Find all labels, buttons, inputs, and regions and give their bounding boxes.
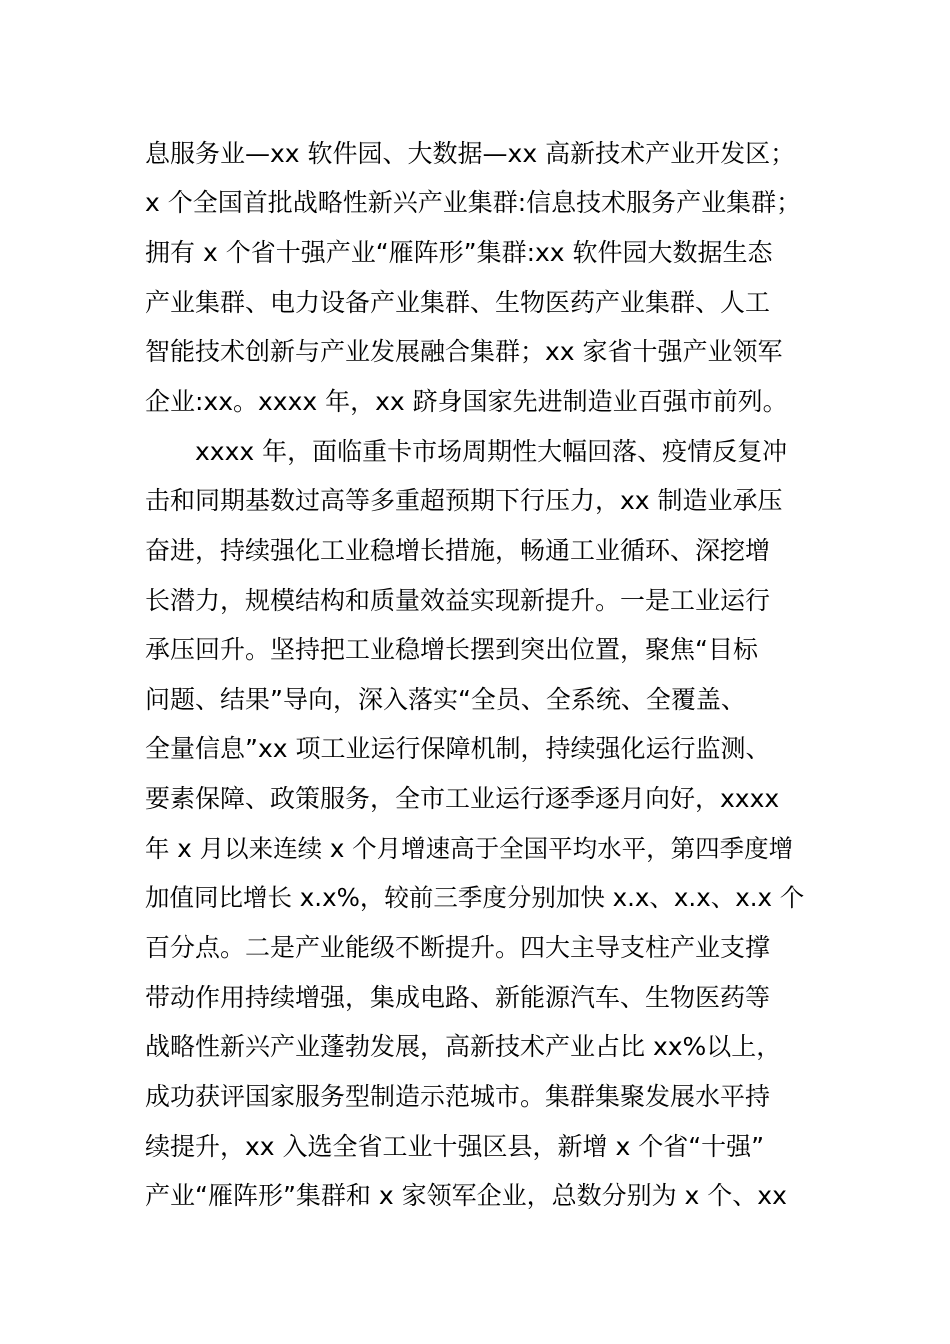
text-line: 带动作用持续增强，集成电路、新能源汽车、生物医药等 xyxy=(145,983,771,1012)
text-line: 加值同比增长 x.x%，较前三季度分别加快 x.x、x.x、x.x 个 xyxy=(145,883,805,912)
text-line: 产业“雁阵形”集群和 x 家领军企业，总数分别为 x 个、xx xyxy=(145,1181,787,1210)
text-line: 拥有 x 个省十强产业“雁阵形”集群:xx 软件园大数据生态 xyxy=(145,238,773,267)
paragraph-first-line: xxxx 年，面临重卡市场周期性大幅回落、疫情反复冲 xyxy=(195,437,788,466)
text-line: x 个全国首批战略性新兴产业集群:信息技术服务产业集群； xyxy=(145,188,802,217)
text-line: 长潜力，规模结构和质量效益实现新提升。一是工业运行 xyxy=(145,586,771,615)
text-line: 问题、结果”导向，深入落实“全员、全系统、全覆盖、 xyxy=(145,685,746,714)
text-line: 奋进，持续强化工业稳增长措施，畅通工业循环、深挖增 xyxy=(145,536,771,565)
text-line: 产业集群、电力设备产业集群、生物医药产业集群、人工 xyxy=(145,288,771,317)
text-line: 百分点。二是产业能级不断提升。四大主导支柱产业支撑 xyxy=(145,933,771,962)
text-line: 智能技术创新与产业发展融合集群；xx 家省十强产业领军 xyxy=(145,337,783,366)
text-line: 全量信息”xx 项工业运行保障机制，持续强化运行监测、 xyxy=(145,734,771,763)
text-line: 续提升，xx 入选全省工业十强区县，新增 x 个省“十强” xyxy=(145,1132,765,1161)
text-line: 要素保障、政策服务，全市工业运行逐季逐月向好，xxxx xyxy=(145,784,780,813)
text-line: 承压回升。坚持把工业稳增长摆到突出位置，聚焦“目标 xyxy=(145,635,758,664)
text-line: 成功获评国家服务型制造示范城市。集群集聚发展水平持 xyxy=(145,1082,771,1111)
text-line: 年 x 月以来连续 x 个月增速高于全国平均水平，第四季度增 xyxy=(145,834,794,863)
text-line: 息服务业—xx 软件园、大数据—xx 高新技术产业开发区； xyxy=(145,139,796,168)
text-line: 企业:xx。xxxx 年，xx 跻身国家先进制造业百强市前列。 xyxy=(145,387,788,416)
text-line: 战略性新兴产业蓬勃发展，高新技术产业占比 xx%以上， xyxy=(145,1032,782,1061)
text-line: 击和同期基数过高等多重超预期下行压力，xx 制造业承压 xyxy=(145,486,783,515)
